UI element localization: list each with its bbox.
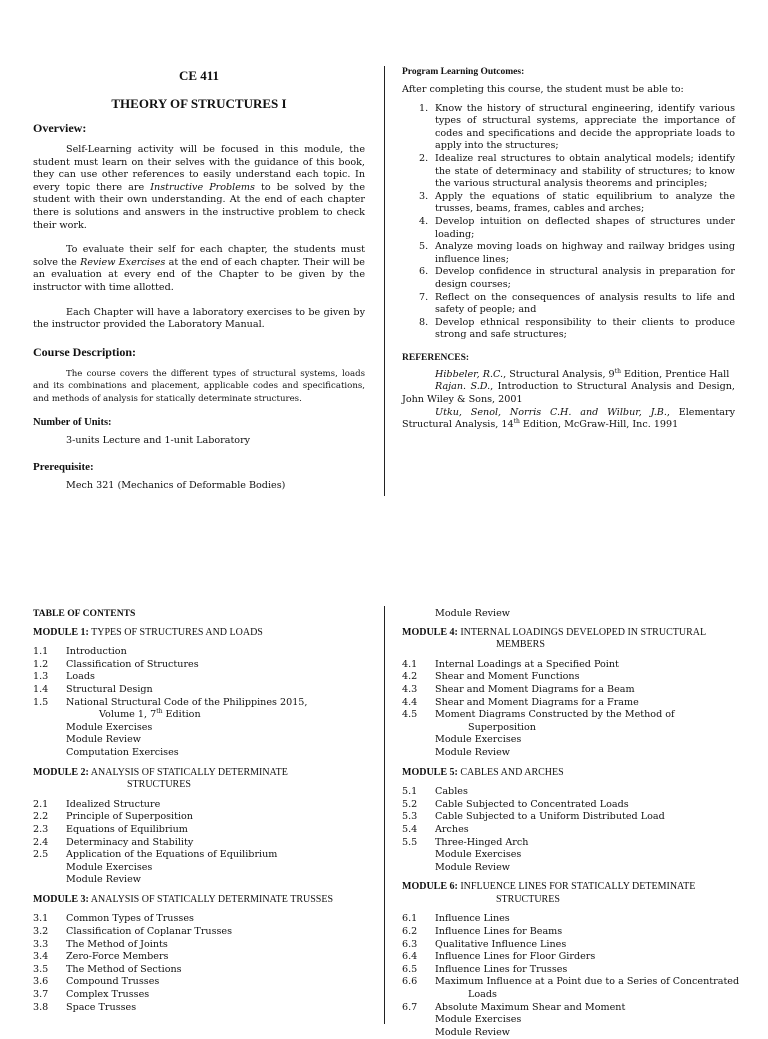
toc-item [33, 646, 373, 659]
outcome-item [402, 103, 735, 153]
toc-item [402, 747, 742, 760]
toc-item-label: Equations of Equilibrium [66, 823, 188, 835]
toc-item-label: Loads [66, 671, 95, 683]
module-items [402, 659, 742, 760]
toc-item-label: Classification of Structures [66, 658, 199, 670]
text-run: Edition [162, 709, 201, 721]
module-title-continued: STRUCTURES [496, 893, 560, 905]
toc-item [33, 976, 373, 989]
toc-item-label: Module Review [435, 608, 510, 619]
toc-item-label: Complex Trusses [66, 989, 150, 1001]
text-run: Edition, McGraw-Hill, Inc. 1991 [519, 419, 679, 431]
toc-item-number: 3.8 [33, 1001, 49, 1013]
toc-item-label: Shear and Moment Diagrams for a Beam [435, 683, 635, 695]
reference-entry [402, 381, 735, 406]
text-run: th [614, 367, 621, 375]
toc-item-label: Absolute Maximum Shear and Moment [435, 1001, 626, 1013]
top-left-column [33, 66, 365, 492]
toc-heading: TABLE OF CONTENTS [33, 608, 136, 619]
toc-item-number: 3.4 [33, 951, 49, 963]
toc-item [402, 608, 742, 621]
text-run: Self-Learning activity will be focused in this module, the student must learn on their selves with the guidance of this book, they can use other references to easily understand each topic. In every topic there are [33, 144, 365, 193]
text-run: th [156, 707, 163, 715]
toc-item [402, 734, 742, 747]
outcome-number: 2. [419, 152, 429, 164]
toc-left-modules [33, 627, 373, 1015]
toc-item-label: Determinacy and Stability [66, 836, 194, 848]
toc-right-modules [402, 627, 742, 1039]
module-label: MODULE 3: [33, 893, 89, 905]
toc-item-number: 4.2 [402, 671, 418, 683]
outcome-number: 3. [419, 190, 429, 202]
toc-item-label: Influence Lines for Trusses [435, 963, 568, 975]
module-heading [33, 627, 373, 640]
toc-item-label: Shear and Moment Functions [435, 671, 580, 683]
toc-item [33, 951, 373, 964]
toc-item [33, 671, 373, 684]
references-heading: REFERENCES: [402, 352, 470, 363]
toc-item-label: Module Review [66, 734, 141, 746]
toc-item [33, 734, 373, 747]
toc-item-number: 1.4 [33, 683, 49, 695]
module-label: MODULE 1: [33, 626, 89, 638]
text-run: Rajan. S.D. [435, 381, 491, 393]
module-title-continued: STRUCTURES [127, 779, 191, 791]
toc-item-number: 4.3 [402, 683, 418, 695]
module-items [33, 913, 373, 1014]
toc-item-label: Influence Lines for Beams [435, 926, 563, 938]
toc-item-continued: Loads [468, 989, 497, 1001]
toc-item-label: Arches [435, 823, 469, 835]
toc-item-number: 4.5 [402, 709, 418, 721]
toc-item-number: 6.1 [402, 913, 418, 925]
overview-paragraph-3: Each Chapter will have a laboratory exercises to be given by the instructor provided the Laboratory Manual. [33, 306, 365, 331]
toc-item-number: 5.3 [402, 811, 418, 823]
toc-item [402, 684, 742, 697]
outcome-text: Know the history of structural engineering, identify various types of structural systems, appreciate the importance of codes and specifications and decide the appropriate loads to apply into the structures; [435, 102, 735, 152]
text-run: Utku, Senol, Norris C.H. and Wilbur, J.B. [435, 406, 667, 418]
units-text: 3-units Lecture and 1-unit Laboratory [66, 435, 251, 447]
module-title: INFLUENCE LINES FOR STATICALLY DETEMINATE [457, 881, 696, 893]
toc-item-label: Classification of Coplanar Trusses [66, 926, 233, 938]
toc-item-label: Cable Subjected to a Uniform Distributed Load [435, 811, 665, 823]
module-items [33, 799, 373, 887]
outcome-text: Develop confidence in structural analysis in preparation for design courses; [435, 266, 735, 290]
toc-item-label: Module Review [435, 1026, 510, 1038]
module-label: MODULE 6: [402, 881, 458, 893]
toc-item [402, 862, 742, 875]
module-title: CABLES AND ARCHES [457, 766, 564, 778]
toc-item [402, 926, 742, 939]
text-run: Volume 1, 7 [99, 709, 157, 721]
toc-item [402, 837, 742, 850]
outcome-item [402, 191, 735, 216]
toc-item [402, 1027, 742, 1039]
toc-item-number: 6.5 [402, 963, 418, 975]
text-run: Review Exercises [80, 256, 166, 268]
outcome-number: 8. [419, 316, 429, 328]
toc-item-label: Influence Lines [435, 913, 510, 925]
toc-item [33, 837, 373, 850]
toc-item-number: 3.5 [33, 963, 49, 975]
outcome-item [402, 292, 735, 317]
module-title: ANALYSIS OF STATICALLY DETERMINATE TRUSSES [88, 893, 334, 905]
toc-item-number: 6.4 [402, 951, 418, 963]
toc-item [402, 811, 742, 824]
toc-item [33, 722, 373, 735]
text-run: to be solved by the student with their own understanding. At the end of each chapter there is solutions and answers in the instructive problem to check their work. [33, 181, 366, 231]
prerequisite-text: Mech 321 (Mechanics of Deformable Bodies) [66, 479, 286, 491]
toc-item-label: Cable Subjected to Concentrated Loads [435, 798, 629, 810]
course-title: THEORY OF STRUCTURES I [111, 96, 287, 111]
toc-item [402, 976, 742, 989]
module-heading [402, 627, 742, 640]
toc-item [402, 709, 742, 722]
toc-item-label: Structural Design [66, 683, 153, 695]
toc-item-number: 2.5 [33, 849, 49, 861]
overview-paragraph-2 [33, 244, 365, 294]
top-column-divider [384, 66, 385, 496]
toc-item-number: 6.3 [402, 938, 418, 950]
toc-item-label: Module Exercises [66, 721, 153, 733]
toc-item-label: Module Exercises [435, 849, 522, 861]
toc-item [33, 747, 373, 760]
toc-item-label: Common Types of Trusses [66, 913, 194, 925]
outcome-item [402, 317, 735, 342]
course-code: CE 411 [178, 68, 220, 83]
toc-item-number: 4.4 [402, 696, 418, 708]
module-heading [33, 767, 373, 780]
toc-item [402, 671, 742, 684]
toc-item-number: 5.2 [402, 798, 418, 810]
toc-item [402, 964, 742, 977]
text-run: , Structural Analysis, 9 [503, 368, 615, 380]
toc-item-label: Three-Hinged Arch [435, 836, 529, 848]
toc-item-label: Moment Diagrams Constructed by the Method of [435, 709, 675, 721]
toc-item-label: Cables [435, 786, 468, 798]
overview-paragraph-1 [33, 144, 365, 232]
text-run: To evaluate their self for each chapter, the students must solve the [33, 244, 365, 268]
toc-item [402, 939, 742, 952]
toc-item-number: 1.1 [33, 646, 49, 658]
outcome-number: 6. [419, 266, 429, 278]
toc-item-label: Space Trusses [66, 1001, 137, 1013]
prerequisite-heading: Prerequisite: [33, 460, 94, 473]
toc-item [402, 659, 742, 672]
toc-item-number: 5.4 [402, 823, 418, 835]
toc-item [33, 659, 373, 672]
toc-item-number: 3.1 [33, 913, 49, 925]
toc-item [33, 697, 373, 710]
text-run: , Introduction to Structural Analysis and Design, John Wiley & Sons, 2001 [402, 381, 735, 406]
toc-item-label: Zero-Force Members [66, 951, 169, 963]
outcome-text: Idealize real structures to obtain analytical models; identify the state of determinacy and stability of structures; to know the various structural analysis theorems and principles; [435, 152, 735, 190]
outcome-number: 1. [419, 102, 429, 114]
module-heading [402, 767, 742, 780]
toc-item-number: 3.3 [33, 938, 49, 950]
module-label: MODULE 5: [402, 766, 458, 778]
toc-item-label: Module Exercises [66, 861, 153, 873]
module-title: INTERNAL LOADINGS DEVELOPED IN STRUCTURAL [457, 626, 707, 638]
outcome-text: Develop ethnical responsibility to their clients to produce strong and safe structures; [435, 316, 735, 341]
toc-item [33, 926, 373, 939]
module-label: MODULE 2: [33, 766, 89, 778]
module-heading [402, 881, 742, 894]
toc-column-divider [384, 606, 385, 1024]
toc-item-number: 6.6 [402, 976, 418, 988]
toc-item-number: 1.3 [33, 671, 49, 683]
toc-item [33, 862, 373, 875]
toc-item-number: 1.2 [33, 658, 49, 670]
course-description-heading: Course Description: [33, 344, 136, 359]
plo-intro: After completing this course, the student must be able to: [402, 84, 684, 95]
toc-item [33, 849, 373, 862]
toc-item-label: The Method of Sections [66, 963, 182, 975]
outcome-item [402, 241, 735, 266]
toc-item-number: 3.7 [33, 989, 49, 1001]
toc-item [402, 849, 742, 862]
overview-heading: Overview: [33, 121, 87, 135]
text-run: th [513, 418, 520, 426]
toc-item [33, 799, 373, 812]
toc-item [402, 1014, 742, 1027]
toc-item [402, 824, 742, 837]
outcome-number: 5. [419, 241, 429, 253]
toc-item [33, 989, 373, 1002]
outcome-item [402, 216, 735, 241]
text-run: at the end of each chapter. Their will be an evaluation at every end of the Chapter to be given by the instructor with time allotted. [33, 256, 365, 293]
toc-item-number: 5.5 [402, 836, 418, 848]
plo-heading: Program Learning Outcomes: [402, 67, 525, 77]
toc-item [402, 913, 742, 926]
toc-item-continued: Superposition [468, 721, 536, 733]
module-title: TYPES OF STRUCTURES AND LOADS [88, 626, 263, 638]
toc-item-label: National Structural Code of the Philippines 2015, [66, 696, 308, 708]
toc-item [33, 939, 373, 952]
module-title-continued: MEMBERS [496, 639, 545, 651]
toc-item [402, 799, 742, 812]
reference-entry [402, 369, 735, 382]
toc-item-label: Qualitative Influence Lines [435, 938, 567, 950]
outcome-text: Analyze moving loads on highway and railway bridges using influence lines; [435, 241, 735, 265]
toc-item [402, 786, 742, 799]
toc-item-label: Compound Trusses [66, 976, 160, 988]
toc-item [33, 913, 373, 926]
toc-item-label: Application of the Equations of Equilibrium [66, 849, 278, 861]
toc-item-continued [33, 709, 373, 722]
toc-item [33, 1002, 373, 1015]
module-items [402, 786, 742, 874]
outcome-text: Apply the equations of static equilibrium to analyze the trusses, beams, frames, cables and arches; [435, 190, 735, 215]
toc-item-label: Computation Exercises [66, 746, 179, 758]
outcome-item [402, 153, 735, 191]
toc-item-label: Shear and Moment Diagrams for a Frame [435, 696, 639, 708]
toc-item [402, 697, 742, 710]
module-title: ANALYSIS OF STATICALLY DETERMINATE [88, 766, 288, 778]
toc-item-label: Module Exercises [435, 734, 522, 746]
toc-item-number: 6.7 [402, 1001, 418, 1013]
toc-item-label: Internal Loadings at a Specified Point [435, 658, 619, 670]
text-run: Hibbeler, R.C. [435, 368, 504, 380]
toc-item-label: Maximum Influence at a Point due to a Series of Concentrated [435, 976, 740, 988]
references-list [402, 369, 735, 432]
toc-item-number: 2.1 [33, 798, 49, 810]
toc-item-label: Module Review [435, 746, 510, 758]
toc-item [402, 951, 742, 964]
outcome-text: Develop intuition on deflected shapes of structures under loading; [435, 215, 735, 240]
course-description-text: The course covers the different types of structural systems, loads and its combinations and placement, applicable codes and specifications, and methods of analysis for statically determinate structures. [33, 368, 365, 404]
units-heading: Number of Units: [33, 417, 112, 429]
toc-item [33, 824, 373, 837]
outcome-number: 7. [419, 291, 429, 303]
toc-left-column [33, 608, 373, 1014]
toc-item [33, 874, 373, 887]
toc-item [33, 684, 373, 697]
toc-item-label: Influence Lines for Floor Girders [435, 951, 596, 963]
module-items [33, 646, 373, 759]
toc-item-label: Idealized Structure [66, 798, 161, 810]
text-run: Edition, Prentice Hall [620, 368, 730, 380]
reference-entry [402, 407, 735, 432]
toc-item-number: 1.5 [33, 696, 49, 708]
top-right-column [402, 66, 735, 432]
outcome-number: 4. [419, 215, 429, 227]
module-heading [33, 894, 373, 907]
toc-item-number: 2.2 [33, 811, 49, 823]
toc-item-number: 3.2 [33, 926, 49, 938]
outcome-text: Reflect on the consequences of analysis results to life and safety of people; and [435, 291, 735, 316]
outcome-item [402, 266, 735, 291]
outcomes-list [402, 103, 735, 342]
toc-item-number: 2.4 [33, 836, 49, 848]
toc-item-label: Module Exercises [435, 1014, 522, 1026]
toc-item-label: The Method of Joints [66, 938, 168, 950]
toc-item-label: Module Review [435, 861, 510, 873]
toc-item-number: 4.1 [402, 658, 418, 670]
toc-item [33, 811, 373, 824]
toc-item-number: 3.6 [33, 976, 49, 988]
toc-item-number: 6.2 [402, 926, 418, 938]
text-run: Instructive Problems [150, 181, 255, 193]
toc-item-label: Principle of Superposition [66, 811, 193, 823]
module-items [402, 913, 742, 1039]
toc-item-label: Module Review [66, 874, 141, 886]
module-label: MODULE 4: [402, 626, 458, 638]
toc-right-column [402, 608, 742, 1039]
toc-item-number: 5.1 [402, 786, 418, 798]
toc-item-number: 2.3 [33, 823, 49, 835]
toc-item [33, 964, 373, 977]
toc-item [402, 1002, 742, 1015]
text-run: , Elementary Structural Analysis, 14 [402, 406, 735, 431]
toc-item-label: Introduction [66, 646, 127, 658]
